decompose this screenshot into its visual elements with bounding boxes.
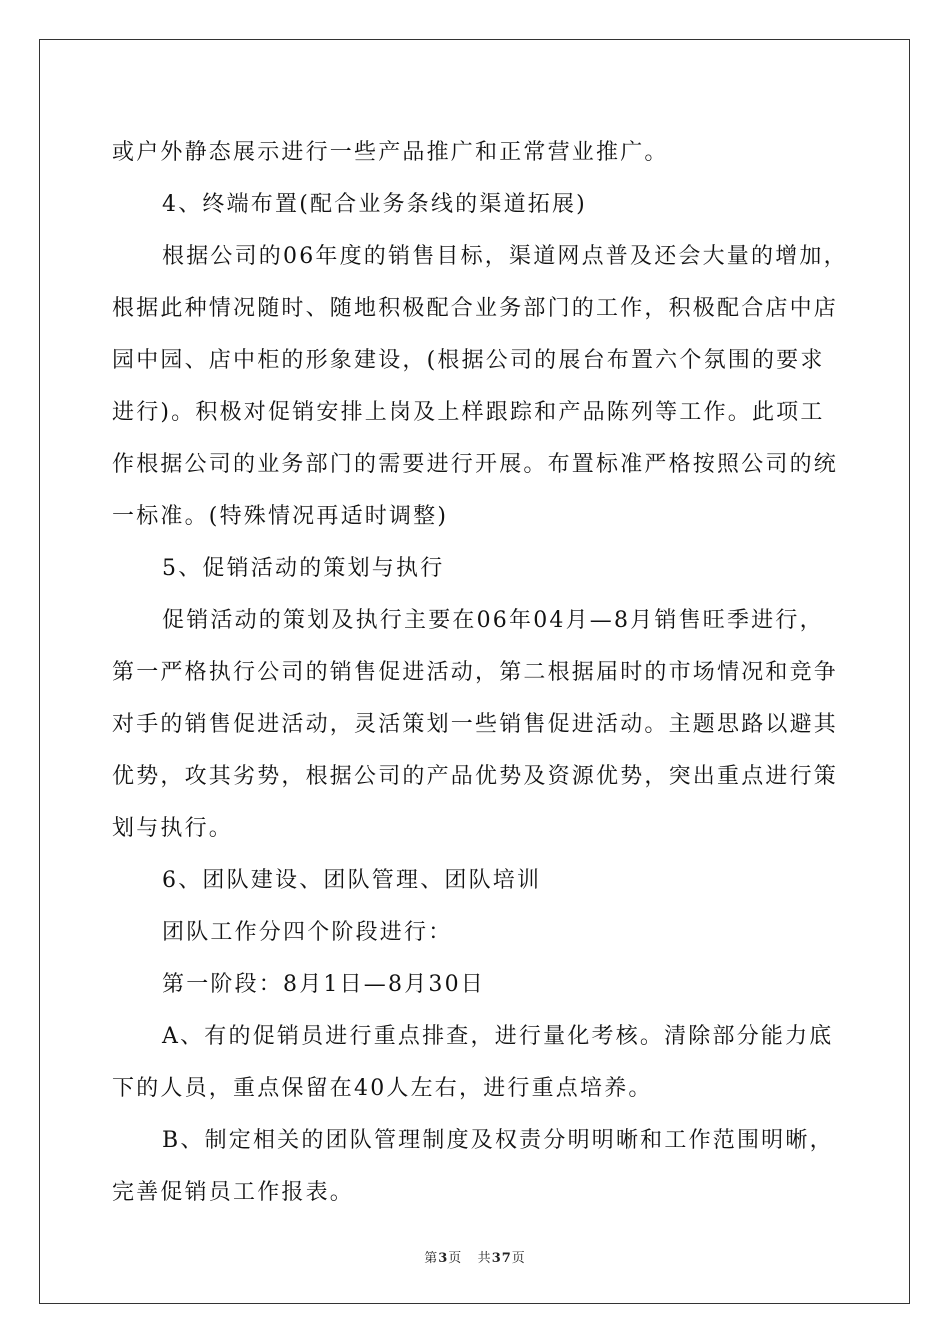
text-line: 根据此种情况随时、随地积极配合业务部门的工作，积极配合店中店 bbox=[112, 296, 839, 321]
text-line: 完善促销员工作报表。 bbox=[112, 1180, 355, 1205]
text-line: 5、促销活动的策划与执行 bbox=[162, 556, 445, 581]
text-line: 第一阶段：8月1日—8月30日 bbox=[162, 972, 485, 997]
text-line: 6、团队建设、团队管理、团队培训 bbox=[162, 868, 542, 893]
current-page-number: 3 bbox=[438, 1251, 449, 1266]
text-line: 优势，攻其劣势，根据公司的产品优势及资源优势，突出重点进行策 bbox=[112, 764, 839, 789]
text-line: 划与执行。 bbox=[112, 816, 234, 841]
footer-total-prefix: 共 bbox=[477, 1251, 492, 1266]
text-line: 团队工作分四个阶段进行： bbox=[162, 920, 453, 945]
text-line: 一标准。(特殊情况再适时调整) bbox=[112, 504, 449, 529]
text-line: 作根据公司的业务部门的需要进行开展。布置标准严格按照公司的统 bbox=[112, 452, 839, 477]
text-line: 4、终端布置(配合业务条线的渠道拓展) bbox=[162, 192, 587, 217]
text-line: 园中园、店中柜的形象建设，(根据公司的展台布置六个氛围的要求 bbox=[112, 348, 825, 373]
footer-prefix: 第 bbox=[424, 1251, 439, 1266]
text-line: 进行)。积极对促销安排上岗及上样跟踪和产品陈列等工作。此项工 bbox=[112, 400, 825, 425]
text-line: 第一严格执行公司的销售促进活动，第二根据届时的市场情况和竞争 bbox=[112, 660, 839, 685]
text-line: B、制定相关的团队管理制度及权责分明明晰和工作范围明晰， bbox=[162, 1128, 834, 1153]
text-line: 下的人员，重点保留在40人左右，进行重点培养。 bbox=[112, 1076, 653, 1101]
text-line: 或户外静态展示进行一些产品推广和正常营业推广。 bbox=[112, 140, 669, 165]
text-line: 对手的销售促进活动，灵活策划一些销售促进活动。主题思路以避其 bbox=[112, 712, 839, 737]
footer-page-unit: 页 bbox=[448, 1251, 463, 1266]
page-footer bbox=[0, 1247, 950, 1266]
text-line: 促销活动的策划及执行主要在06年04月—8月销售旺季进行， bbox=[162, 608, 824, 633]
total-page-number: 37 bbox=[491, 1251, 512, 1266]
text-line: 根据公司的06年度的销售目标，渠道网点普及还会大量的增加， bbox=[162, 244, 848, 269]
document-body bbox=[112, 127, 848, 1219]
footer-total-unit: 页 bbox=[511, 1251, 526, 1266]
text-line: A、有的促销员进行重点排查，进行量化考核。清除部分能力底 bbox=[162, 1024, 834, 1049]
